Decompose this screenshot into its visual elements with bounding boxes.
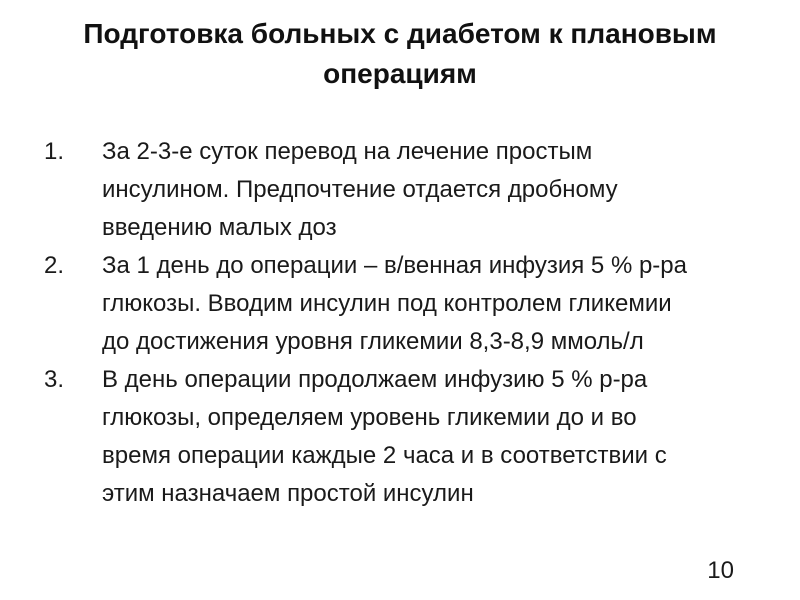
page-number: 10	[707, 557, 734, 584]
list-item-line: За 1 день до операции – в/венная инфузия 5 % р-ра	[102, 252, 687, 279]
list-item-line: этим назначаем простой инсулин	[102, 480, 474, 507]
numbered-list	[44, 133, 784, 513]
list-item-number: 1.	[44, 138, 65, 165]
list-item	[44, 133, 784, 247]
list-item-line: глюкозы, определяем уровень гликемии до и во	[102, 404, 637, 431]
list-item-line: В день операции продолжаем инфузию 5 % р-ра	[102, 366, 648, 393]
list-item-line: инсулином. Предпочтение отдается дробному	[102, 176, 618, 203]
list-item-number: 3.	[44, 366, 65, 393]
list-item	[44, 361, 784, 513]
slide-title	[0, 14, 800, 94]
slide-title-line: операциям	[323, 58, 477, 89]
list-item	[44, 247, 784, 361]
list-item-number: 2.	[44, 252, 65, 279]
list-item-line: до достижения уровня гликемии 8,3-8,9 ммоль/л	[102, 328, 644, 355]
list-item-line: время операции каждые 2 часа и в соответствии с	[102, 442, 667, 469]
list-item-line: глюкозы. Вводим инсулин под контролем гликемии	[102, 290, 672, 317]
list-item-line: введению малых доз	[102, 214, 337, 241]
slide-title-line: Подготовка больных с диабетом к плановым	[83, 18, 717, 49]
list-item-line: За 2-3-е суток перевод на лечение простым	[102, 138, 593, 165]
